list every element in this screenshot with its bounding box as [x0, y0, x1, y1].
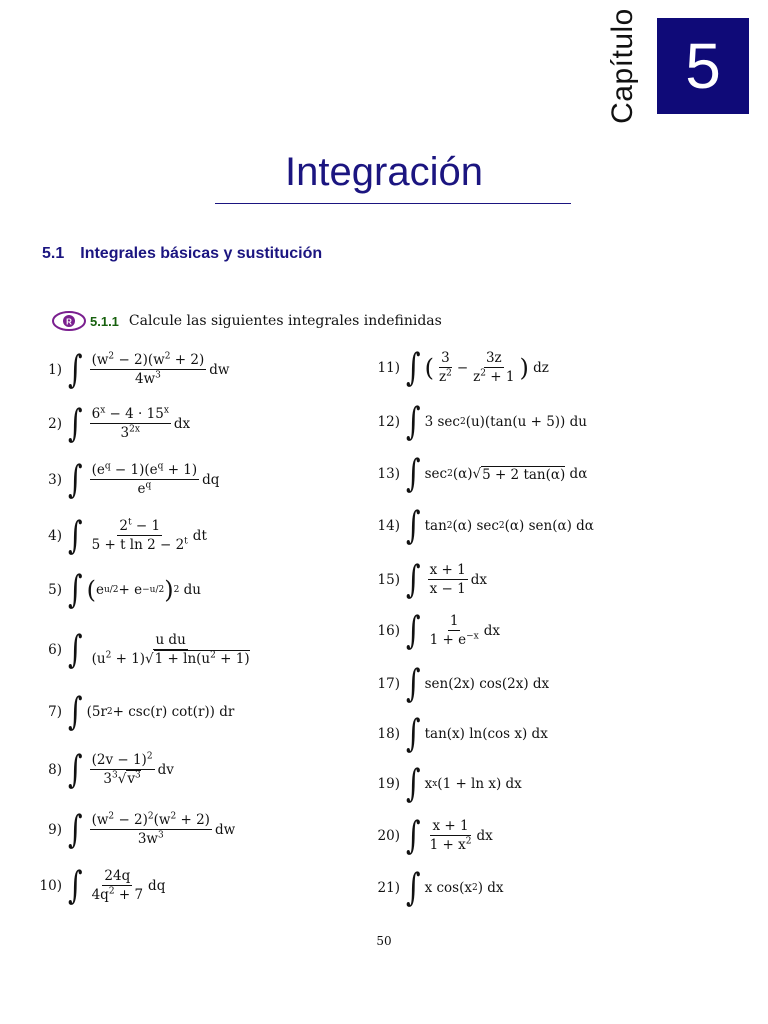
item-number: 17): [377, 676, 400, 692]
integral-item: [368, 661, 550, 706]
item-number: 12): [377, 414, 400, 430]
integral-item: [30, 806, 236, 852]
integral-item: [368, 607, 500, 653]
integral-sign: ∫: [406, 503, 421, 548]
exercise-heading: [52, 308, 442, 334]
integral-sign: ∫: [68, 689, 83, 734]
integral-item: [368, 399, 587, 444]
integral-item: [30, 689, 235, 734]
integrand: 3 sec 2 (u)(tan(u + 5)) du: [424, 414, 587, 430]
integrand: sec 2 (α)√ 5 + 2 tan(α) dα: [424, 466, 588, 483]
svg-text:R: R: [66, 317, 72, 327]
item-number: 1): [48, 361, 62, 378]
fraction: $\frac{(w^2 - 2)^2(w^2 + 2)}{3w^3}$: [91, 811, 210, 847]
fraction: $\frac{(e^q - 1)(e^q + 1)}{e^q}$: [91, 461, 198, 497]
page-number: 50: [376, 934, 392, 948]
differential: dx: [476, 827, 493, 844]
differential: dq: [202, 471, 220, 488]
integral-sign: ∫: [406, 865, 421, 910]
item-number: 7): [48, 704, 62, 720]
integral-item: [30, 456, 220, 502]
fraction: $\frac{\text{u du}}{(u^2 + 1)√1 + \ln(u^2 + 1)}$: [91, 632, 250, 667]
integrand: sen(2x) cos(2x) dx: [424, 676, 550, 692]
exercise-number: 5.1.1: [90, 313, 119, 329]
item-number: 18): [377, 726, 400, 742]
integral-item: [368, 344, 549, 390]
item-number: 21): [377, 880, 400, 896]
chapter-label: Capítulo: [606, 8, 639, 124]
integral-item: [30, 400, 191, 446]
integral-item: [368, 711, 548, 756]
integrand: tan 2 (α) sec 2 (α) sen(α) dα: [424, 518, 594, 534]
item-number: 4): [48, 527, 62, 544]
integral-sign: ∫: [68, 746, 83, 792]
item-number: 14): [377, 518, 400, 534]
item-number: 20): [377, 827, 400, 844]
integral-item: [30, 746, 174, 792]
integrand: ( e u/2 + e −u/2 ) 2: [86, 576, 180, 604]
differential: dw: [214, 821, 236, 838]
chapter-number: 5: [657, 18, 749, 114]
item-number: 11): [377, 359, 400, 376]
item-number: 10): [39, 877, 62, 894]
fraction: $\frac{(w^2 - 2)(w^2 + 2)}{4w^3}$: [91, 351, 205, 387]
integral-sign: ∫: [406, 761, 421, 806]
item-number: 3): [48, 471, 62, 488]
integral-sign: ∫: [68, 346, 83, 392]
integral-sign: ∫: [406, 711, 421, 756]
section-number: 5.1: [42, 245, 65, 262]
item-number: 8): [48, 761, 62, 778]
integral-sign: ∫: [68, 806, 83, 852]
item-number: 19): [377, 776, 400, 792]
integral-item: [368, 451, 588, 496]
item-number: 5): [48, 582, 62, 598]
section-title: Integrales básicas y sustitución: [80, 245, 323, 262]
integral-sign: ∫: [68, 626, 83, 672]
chapter-title: Integración: [285, 150, 483, 194]
integral-item: [30, 626, 255, 672]
integral-item: [30, 862, 166, 908]
fraction: $\frac{6^x - 4 \cdot 15^x}{3^{2x}}$: [91, 405, 169, 441]
item-number: 16): [377, 622, 400, 639]
integrand: x cos(x 2 ) dx: [424, 880, 504, 896]
fraction: $\frac{24q}{4q^2 + 7}$: [91, 868, 144, 903]
fraction: $\frac{x + 1}{x - 1}$: [429, 562, 466, 597]
integral-sign: ∫: [406, 344, 421, 390]
integral-sign: ∫: [68, 862, 83, 908]
differential: dv: [157, 761, 174, 778]
item-number: 9): [48, 821, 62, 838]
integrand: tan(x) ln(cos x) dx: [424, 726, 548, 742]
integral-item: [30, 512, 207, 558]
differential: du: [183, 582, 201, 598]
integral-item: [368, 556, 487, 602]
integrand: ( $\frac{3}{z^2}$ − $\frac{3z}{z^2 + 1}$ ): [424, 350, 529, 385]
integral-sign: ∫: [406, 607, 421, 653]
differential: dq: [148, 877, 166, 894]
item-number: 6): [48, 641, 62, 658]
integral-sign: ∫: [406, 399, 421, 444]
fraction: $\frac{2^t - 1}{5 + t \ln 2 - 2^t}$: [91, 517, 188, 553]
integral-item: [368, 761, 522, 806]
integrand: x x (1 + ln x) dx: [424, 776, 522, 792]
integral-sign: ∫: [406, 812, 421, 858]
integral-sign: ∫: [68, 567, 83, 612]
title-underline: [215, 203, 571, 204]
differential: dx: [173, 415, 191, 432]
integral-sign: ∫: [406, 661, 421, 706]
integral-sign: ∫: [68, 512, 83, 558]
integral-item: [368, 865, 504, 910]
fraction: $\frac{x + 1}{1 + x^2}$: [429, 818, 472, 853]
integral-sign: ∫: [406, 451, 421, 496]
fraction: $\frac{1}{1 + e^{-x}}$: [429, 613, 479, 648]
integrand: (5r 2 + csc(r) cot(r)) dr: [86, 704, 235, 720]
integral-item: [368, 503, 594, 548]
section-heading: [42, 245, 322, 263]
differential: dx: [483, 622, 500, 639]
differential: dw: [209, 361, 230, 378]
integral-sign: ∫: [406, 556, 421, 602]
differential: dx: [470, 571, 487, 588]
differential: dz: [533, 359, 549, 376]
differential: dt: [192, 527, 207, 544]
integral-item: [30, 567, 201, 612]
integral-sign: ∫: [68, 400, 83, 446]
item-number: 2): [48, 415, 62, 432]
integral-item: [368, 812, 493, 858]
integral-sign: ∫: [68, 456, 83, 502]
eye-icon[interactable]: [52, 310, 86, 332]
integral-item: [30, 346, 230, 392]
fraction: $\frac{(2v - 1)^2}{3^3√v^3}$: [91, 751, 153, 787]
exercise-instruction: Calcule las siguientes integrales indefinidas: [128, 313, 442, 329]
item-number: 15): [377, 571, 400, 588]
item-number: 13): [377, 466, 400, 482]
